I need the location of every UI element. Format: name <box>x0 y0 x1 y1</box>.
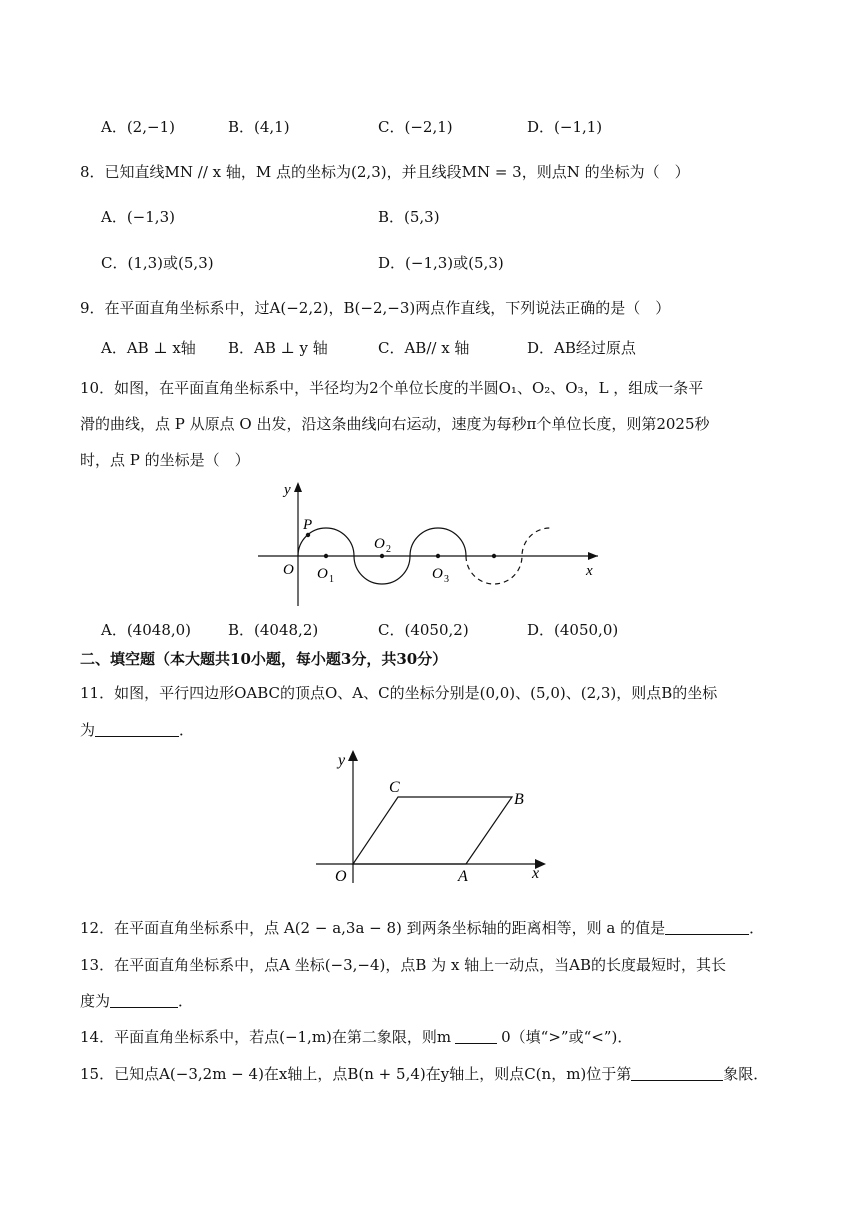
q12-end: ． <box>749 919 765 937</box>
q11-label-c: C <box>389 779 400 796</box>
q10-option-d: D．(4050,0) <box>527 621 619 639</box>
q10-label-o1: O <box>317 566 328 582</box>
q11-label-b: B <box>514 791 524 808</box>
q11-line-2-text: 为 <box>80 721 96 739</box>
q10-label-o3: O <box>432 566 443 582</box>
q8-option-d: D．(−1,3)或(5,3) <box>378 254 504 272</box>
q13-line-2-text: 度为 <box>80 992 111 1010</box>
q15-text: 15．已知点A(−3,2m − 4)在x轴上，点B(n + 5,4)在y轴上，则点C(n，m)位于第 <box>80 1065 632 1083</box>
q10-line-1: 10．如图，在平面直角坐标系中，半径均为2个单位长度的半圆O₁、O₂、O₃，L ，组成一条平 <box>80 379 704 397</box>
q14-text: 14．平面直角坐标系中，若点(−1,m)在第二象限，则m <box>80 1028 452 1046</box>
q8-option-a: A．(−1,3) <box>101 208 175 226</box>
q8-stem: 8．已知直线MN // x 轴，M 点的坐标为(2,3)，并且线段MN = 3，则点N 的坐标为（ ） <box>80 163 690 181</box>
q13-line-2 <box>80 991 193 1011</box>
q9-option-b: B．AB ⊥ y 轴 <box>228 339 328 357</box>
q11-answer-blank[interactable] <box>95 722 179 737</box>
q8-option-b: B．(5,3) <box>378 208 440 226</box>
q11-label-a: A <box>458 868 468 885</box>
q10-option-a: A．(4048,0) <box>101 621 192 639</box>
q14-answer-blank[interactable] <box>455 1029 497 1044</box>
q14-end: 0（填“>”或“<”)． <box>501 1028 633 1046</box>
q15-end: 象限． <box>723 1065 769 1083</box>
q10-x-arrow <box>588 552 598 560</box>
q12-answer-blank[interactable] <box>665 920 749 935</box>
q11-label-o: O <box>335 868 347 885</box>
q10-label-y: y <box>284 482 291 498</box>
q13-answer-blank[interactable] <box>110 993 178 1008</box>
q7-option-a: A．(2,−1) <box>101 118 175 136</box>
q9-option-c: C．AB// x 轴 <box>378 339 470 357</box>
q11-line-2 <box>80 720 194 740</box>
q11-label-x: x <box>532 865 540 882</box>
q11-y-arrow <box>348 750 358 761</box>
q10-point-next <box>492 554 496 558</box>
q10-label-origin: O <box>283 562 294 578</box>
q10-point-o1 <box>324 554 328 558</box>
q10-label-o2-sub: 2 <box>386 544 391 555</box>
q10-line-2: 滑的曲线，点 P 从原点 O 出发，沿这条曲线向右运动，速度为每秒π个单位长度，则第2025秒 <box>80 415 710 433</box>
q7-option-c: C．(−2,1) <box>378 118 453 136</box>
q11-line-2-end: ． <box>179 721 195 739</box>
q10-option-c: C．(4050,2) <box>378 621 469 639</box>
q14-line <box>80 1027 632 1047</box>
q11-figure <box>0 745 860 885</box>
section-2-heading: 二、填空题（本大题共10小题，每小题3分，共30分） <box>80 650 448 668</box>
q13-line-2-end: ． <box>178 992 194 1010</box>
q10-y-arrow <box>294 482 302 492</box>
q10-figure <box>0 478 860 608</box>
q8-option-c: C．(1,3)或(5,3) <box>101 254 214 272</box>
q10-option-b: B．(4048,2) <box>228 621 319 639</box>
q13-line-1: 13．在平面直角坐标系中，点A 坐标(−3,−4)，点B 为 x 轴上一动点，当AB的长度最短时，其长 <box>80 956 727 974</box>
q12-line <box>80 918 764 938</box>
q9-option-d: D．AB经过原点 <box>527 339 636 357</box>
q11-label-y: y <box>338 752 346 769</box>
q9-stem: 9．在平面直角坐标系中，过A(−2,2)，B(−2,−3)两点作直线，下列说法正确的是（ ） <box>80 299 671 317</box>
q10-label-x: x <box>586 563 593 579</box>
q11-parallelogram <box>353 797 512 864</box>
q10-point-o2 <box>380 554 384 558</box>
q7-option-b: B．(4,1) <box>228 118 290 136</box>
q15-answer-blank[interactable] <box>631 1066 723 1081</box>
q10-point-p <box>306 533 310 537</box>
q10-label-o2: O <box>374 536 385 552</box>
q10-point-o3 <box>436 554 440 558</box>
q7-option-d: D．(−1,1) <box>527 118 603 136</box>
q11-line-1: 11．如图，平行四边形OABC的顶点O、A、C的坐标分别是(0,0)、(5,0)、(2,3)，则点B的坐标 <box>80 684 718 702</box>
q9-option-a: A．AB ⊥ x轴 <box>101 339 196 357</box>
q10-label-o3-sub: 3 <box>444 574 449 585</box>
q10-line-3: 时，点 P 的坐标是（ ） <box>80 451 250 469</box>
q10-label-o1-sub: 1 <box>329 574 334 585</box>
q15-line <box>80 1064 768 1084</box>
q10-label-p: P <box>303 517 313 533</box>
q12-text: 12．在平面直角坐标系中，点 A(2 − a,3a − 8) 到两条坐标轴的距离相等，则 a 的值是 <box>80 919 666 937</box>
